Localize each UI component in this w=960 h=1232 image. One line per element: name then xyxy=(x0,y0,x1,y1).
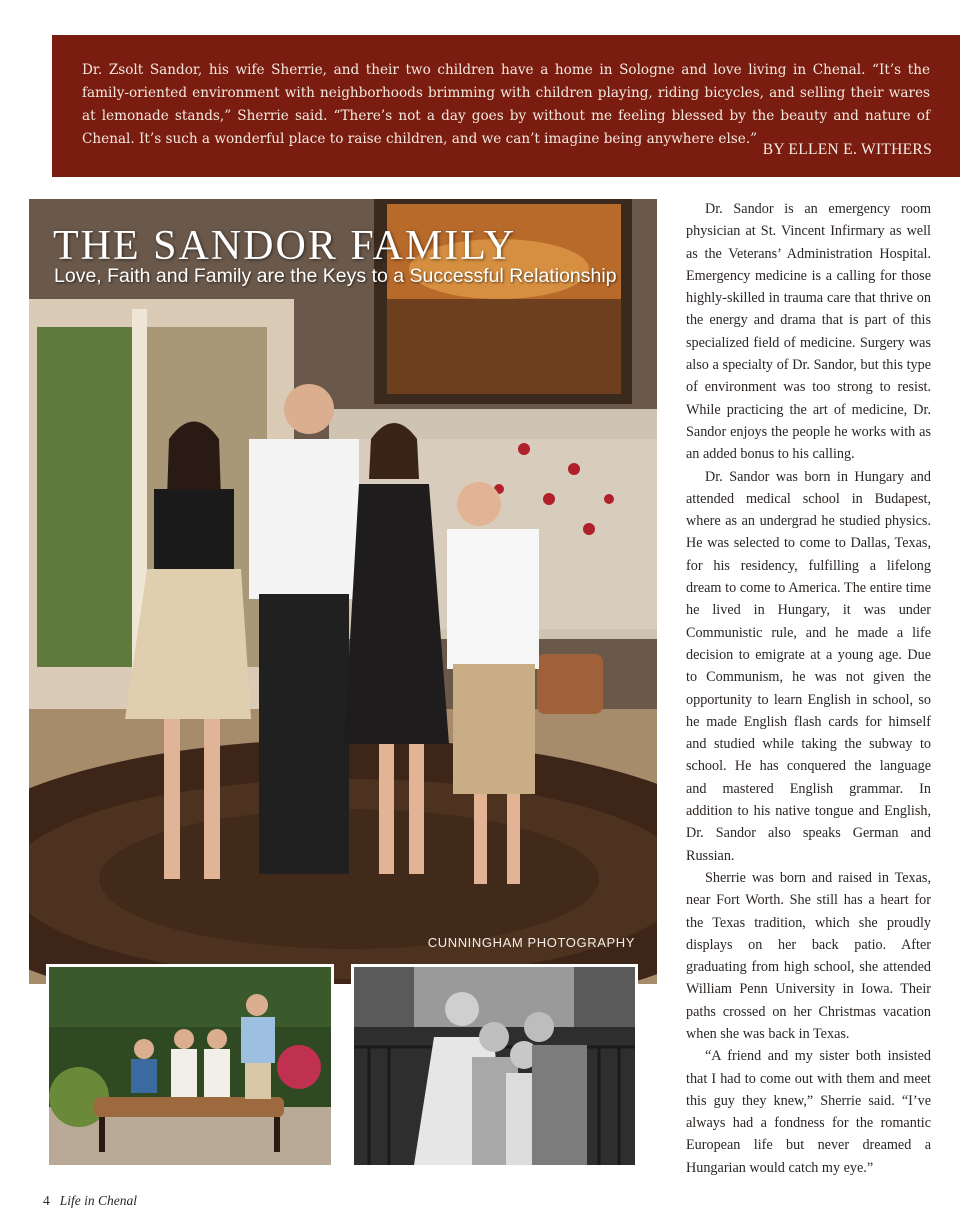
article-paragraph: Sherrie was born and raised in Texas, near Fort Worth. She still has a heart for the Texas tradition, which she proudly displays on her back patio. After graduating from high school, she attended William Penn University in Iowa. Their paths crossed on her Christmas vacation when she was back in Texas. xyxy=(686,869,931,1042)
bw-photo-illustration xyxy=(354,967,635,1165)
family-portrait-photo xyxy=(29,199,657,984)
page-number: 4 xyxy=(43,1193,50,1208)
article-paragraph: Dr. Sandor was born in Hungary and attended medical school in Budapest, where as an undergrad he studied physics. He was selected to come to Dallas, Texas, for his residency, fulfilling a lifelong dream to come to America. The entire time he lived in Hungary, it was under Communistic rule, and he made a life decision to emigrate at a young age. Due to Communism, he was not given the opportunity to learn English in school, so he made English flash cards for himself and studied while taking the subway to school. He has conquered the language and mastered English grammar. In addition to his native tongue and English, Dr. Sandor also speaks German and Russian. xyxy=(686,468,931,864)
family-portrait-illustration xyxy=(29,199,657,984)
photo-subtitle: Love, Faith and Family are the Keys to a Successful Relationship xyxy=(54,265,617,287)
patio-family-photo xyxy=(46,964,334,1168)
article-body xyxy=(686,198,931,1179)
intro-text: Dr. Zsolt Sandor, his wife Sherrie, and their two children have a home in Sologne and love living in Chenal. “It’s the family-oriented environment with neighborhoods brimming with children playing, riding bicycles, and selling their wares at lemonade stands,” Sherrie said. “There’s not a day goes by without me feeling blessed by the beauty and nature of Chenal. It’s such a wonderful place to raise children, and we can’t imagine being anywhere else.” xyxy=(82,62,930,147)
photo-credit: CUNNINGHAM PHOTOGRAPHY xyxy=(427,935,635,950)
photo-title: THE SANDOR FAMILY xyxy=(53,223,517,269)
intro-banner xyxy=(52,35,960,177)
black-and-white-family-photo xyxy=(351,964,638,1168)
page-footer xyxy=(43,1193,137,1209)
publication-name: Life in Chenal xyxy=(59,1193,137,1208)
article-paragraph: Dr. Sandor is an emergency room physician at St. Vincent Infirmary as well as the Veterans’ Administration Hospital. Emergency medicine is a calling for those highly-skilled in trauma care that thrive on the energy and drama that is part of this specialized field of medicine. Surgery was also a specialty of Dr. Sandor, but this type of environment was too strong to resist. While practicing the art of medicine, Dr. Sandor enjoys the people he works with as an added bonus to his calling. xyxy=(686,201,931,463)
patio-photo-illustration xyxy=(49,967,331,1165)
byline: BY ELLEN E. WITHERS xyxy=(762,141,932,158)
article-paragraph: “A friend and my sister both insisted that I had to come out with them and meet this guy they knew,” Sherrie said. “I’ve always had a fondness for the romantic European life but never dreamed a Hungarian would catch my eye.” xyxy=(686,1048,931,1176)
